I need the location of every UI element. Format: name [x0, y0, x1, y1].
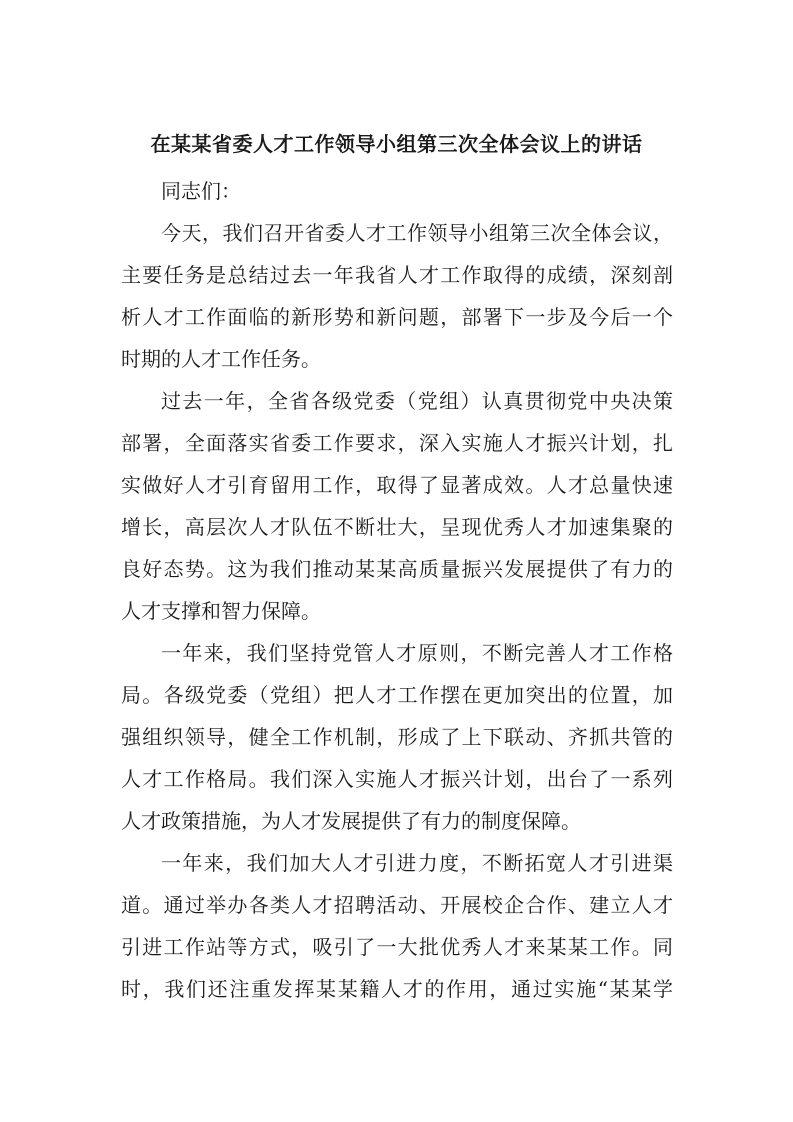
paragraph-line: 强组织领导，健全工作机制，形成了上下联动、齐抓共管的: [121, 725, 673, 749]
paragraph-line: 良好态势。这为我们推动某某高质量振兴发展提供了有力的: [121, 557, 673, 581]
paragraph-line: 引进工作站等方式，吸引了一大批优秀人才来某某工作。同: [121, 935, 673, 959]
paragraph-line: 局。各级党委（党组）把人才工作摆在更加突出的位置，加: [121, 683, 673, 707]
paragraph-line: 析人才工作面临的新形势和新问题，部署下一步及今后一个: [121, 305, 673, 329]
paragraph-line: 人才工作格局。我们深入实施人才振兴计划，出台了一系列: [121, 767, 673, 791]
paragraph-line: 实做好人才引育留用工作，取得了显著成效。人才总量快速: [121, 473, 673, 497]
paragraph-line: 道。通过举办各类人才招聘活动、开展校企合作、建立人才: [121, 893, 673, 917]
paragraph-line: 人才政策措施，为人才发展提供了有力的制度保障。: [121, 809, 581, 833]
paragraph-line: 增长，高层次人才队伍不断壮大，呈现优秀人才加速集聚的: [121, 515, 673, 539]
document-body: [121, 170, 673, 1010]
paragraph-line: 一年来，我们加大人才引进力度，不断拓宽人才引进渠: [161, 851, 673, 875]
paragraph-line: 人才支撑和智力保障。: [121, 599, 321, 623]
paragraph-line: 部署，全面落实省委工作要求，深入实施人才振兴计划，扎: [121, 431, 673, 455]
paragraph-line: 过去一年，全省各级党委（党组）认真贯彻党中央决策: [161, 389, 673, 413]
paragraph-line: 今天，我们召开省委人才工作领导小组第三次全体会议，: [161, 221, 673, 245]
paragraph-line: 一年来，我们坚持党管人才原则，不断完善人才工作格: [161, 641, 673, 665]
document-title: 在某某省委人才工作领导小组第三次全体会议上的讲话: [150, 132, 643, 156]
salutation: 同志们：: [161, 179, 241, 203]
paragraph-line: 主要任务是总结过去一年我省人才工作取得的成绩，深刻剖: [121, 263, 673, 287]
paragraph-line: 时期的人才工作任务。: [121, 347, 321, 371]
paragraph-line: 时，我们还注重发挥某某籍人才的作用，通过实施“某某学: [121, 977, 673, 1001]
